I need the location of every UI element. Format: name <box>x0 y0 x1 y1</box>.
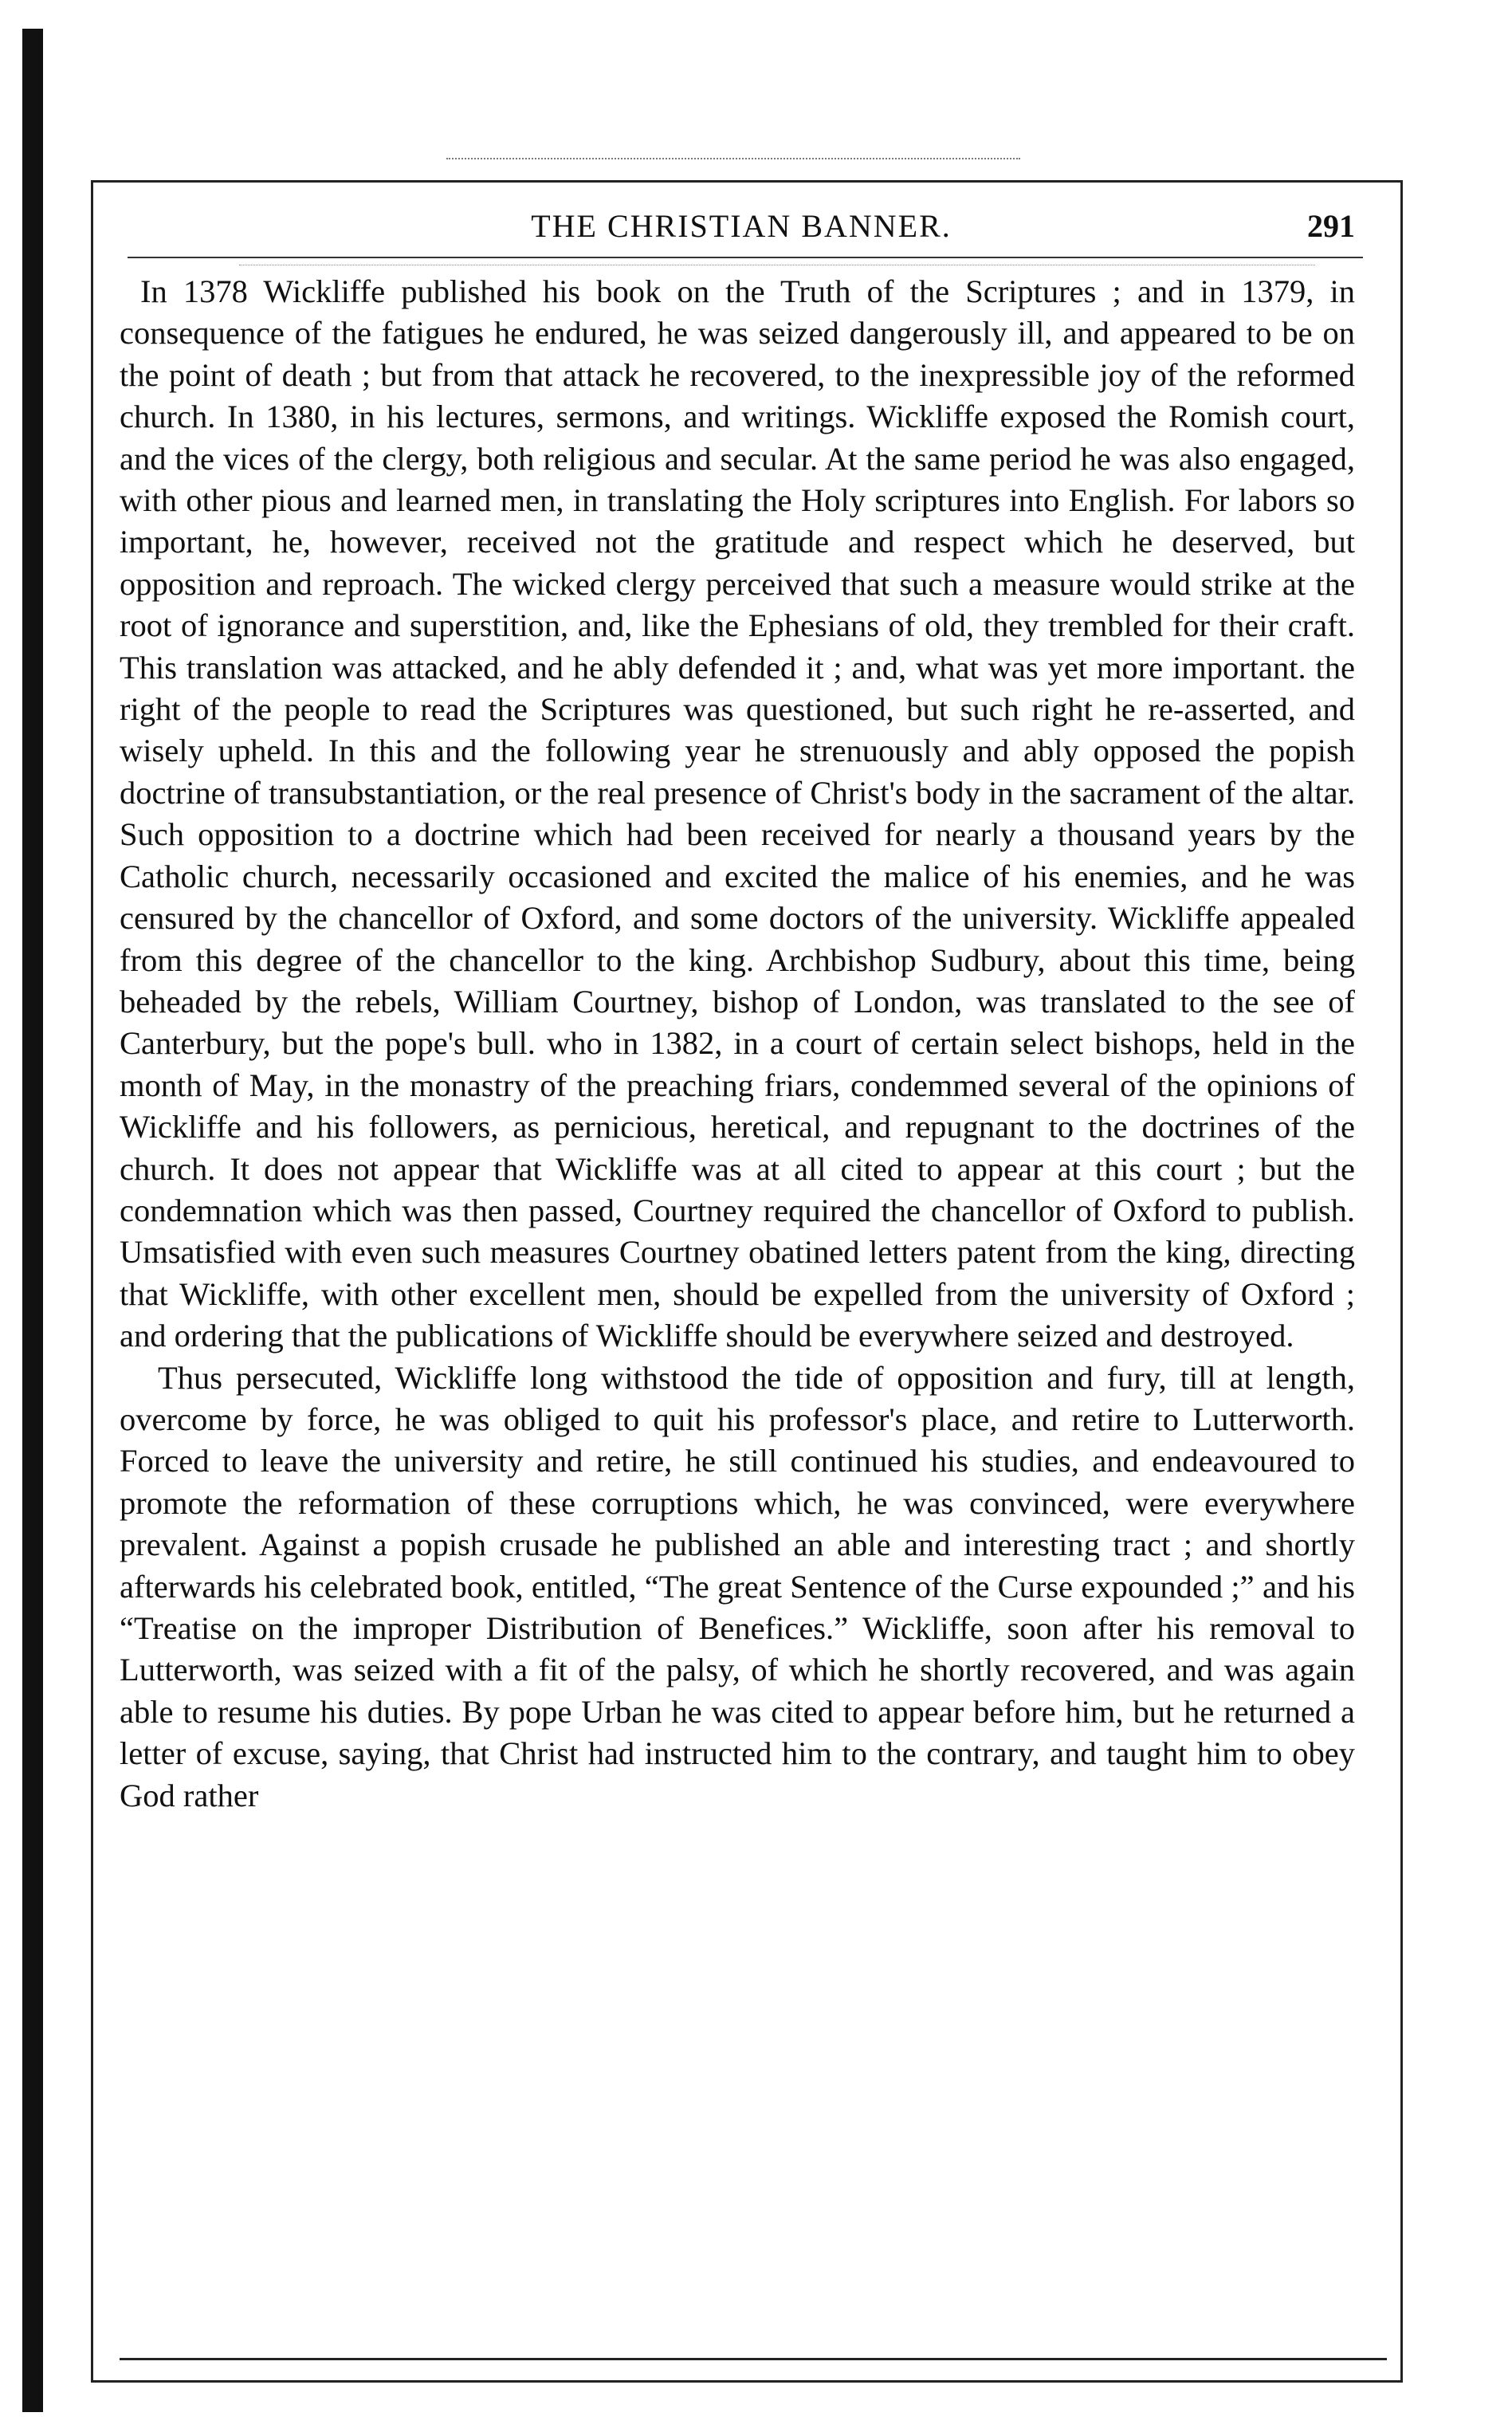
body-text <box>120 271 1355 2359</box>
page-header <box>120 199 1363 255</box>
page-number: 291 <box>1307 208 1355 244</box>
faint-top-rule <box>446 158 1020 159</box>
bottom-rule <box>120 2358 1387 2360</box>
header-rule <box>128 257 1363 258</box>
paragraph-1: In 1378 Wickliffe published his book on the Truth of the Scriptures ; and in 1379, in consequence of the fatigues he endured, he was seized dangerously ill, and appeared to be on the point of death ; but from that attack he recovered, to the inexpressible joy of the reformed church. In 1380, in his lectures, sermons, and writings. Wickliffe exposed the Romish court, and the vices of the clergy, both religious and secular. At the same period he was also engaged, with other pious and learned men, in translating the Holy scriptures into English. For labors so important, he, however, received not the gratitude and respect which he deserved, but opposition and reproach. The wicked clergy perceived that such a measure would strike at the root of ignorance and superstition, and, like the Ephesians of old, they trembled for their craft. This translation was attacked, and he ably defended it ; and, what was yet more important. the right of the people to read the Scriptures was questioned, but such right he re-asserted, and wisely upheld. In this and the following year he strenuously and ably opposed the popish doctrine of transubstantiation, or the real presence of Christ's body in the sacrament of the altar. Such opposition to a doctrine which had been received for nearly a thousand years by the Catholic church, necessarily occasioned and excited the malice of his enemies, and he was censured by the chancellor of Oxford, and some doctors of the university. Wickliffe appealed from this degree of the chancellor to the king. Archbishop Sudbury, about this time, being beheaded by the rebels, William Courtney, bishop of London, was translated to the see of Canterbury, but the pope's bull. who in 1382, in a court of certain select bishops, held in the month of May, in the monastry of the preaching friars, condemmed several of the opinions of Wickliffe and his followers, as pernicious, heretical, and repugnant to the doctrines of the church. It does not appear that Wickliffe was at all cited to appear at this court ; but the condemnation which was then passed, Courtney required the chancellor of Oxford to publish. Umsatisfied with even such measures Courtney obatined letters patent from the king, directing that Wickliffe, with other excellent men, should be expelled from the university of Oxford ; and ordering that the publications of Wickliffe should be everywhere seized and destroyed. <box>120 273 1355 1354</box>
running-title: THE CHRISTIAN BANNER. <box>531 208 952 244</box>
paragraph-2: Thus persecuted, Wickliffe long withstood the tide of opposition and fury, till at length, overcome by force, he was obliged to quit his professor's place, and retire to Lutterworth. Forced to leave the university and retire, he still continued his studies, and endeavoured to promote the reformation of these corruptions which, he was convinced, were everywhere prevalent. Against a popish crusade he published an able and interesting tract ; and shortly afterwards his celebrated book, entitled, “The great Sentence of the Curse expounded ;” and his “Treatise on the improper Distribution of Benefices.” Wickliffe, soon after his removal to Lutterworth, was seized with a fit of the palsy, of which he shortly recovered, and was again able to resume his duties. By pope Urban he was cited to appear before him, but he returned a letter of excuse, saying, that Christ had instructed him to the contrary, and taught him to obey God rather <box>120 1359 1355 1813</box>
binding-edge <box>22 29 43 2412</box>
